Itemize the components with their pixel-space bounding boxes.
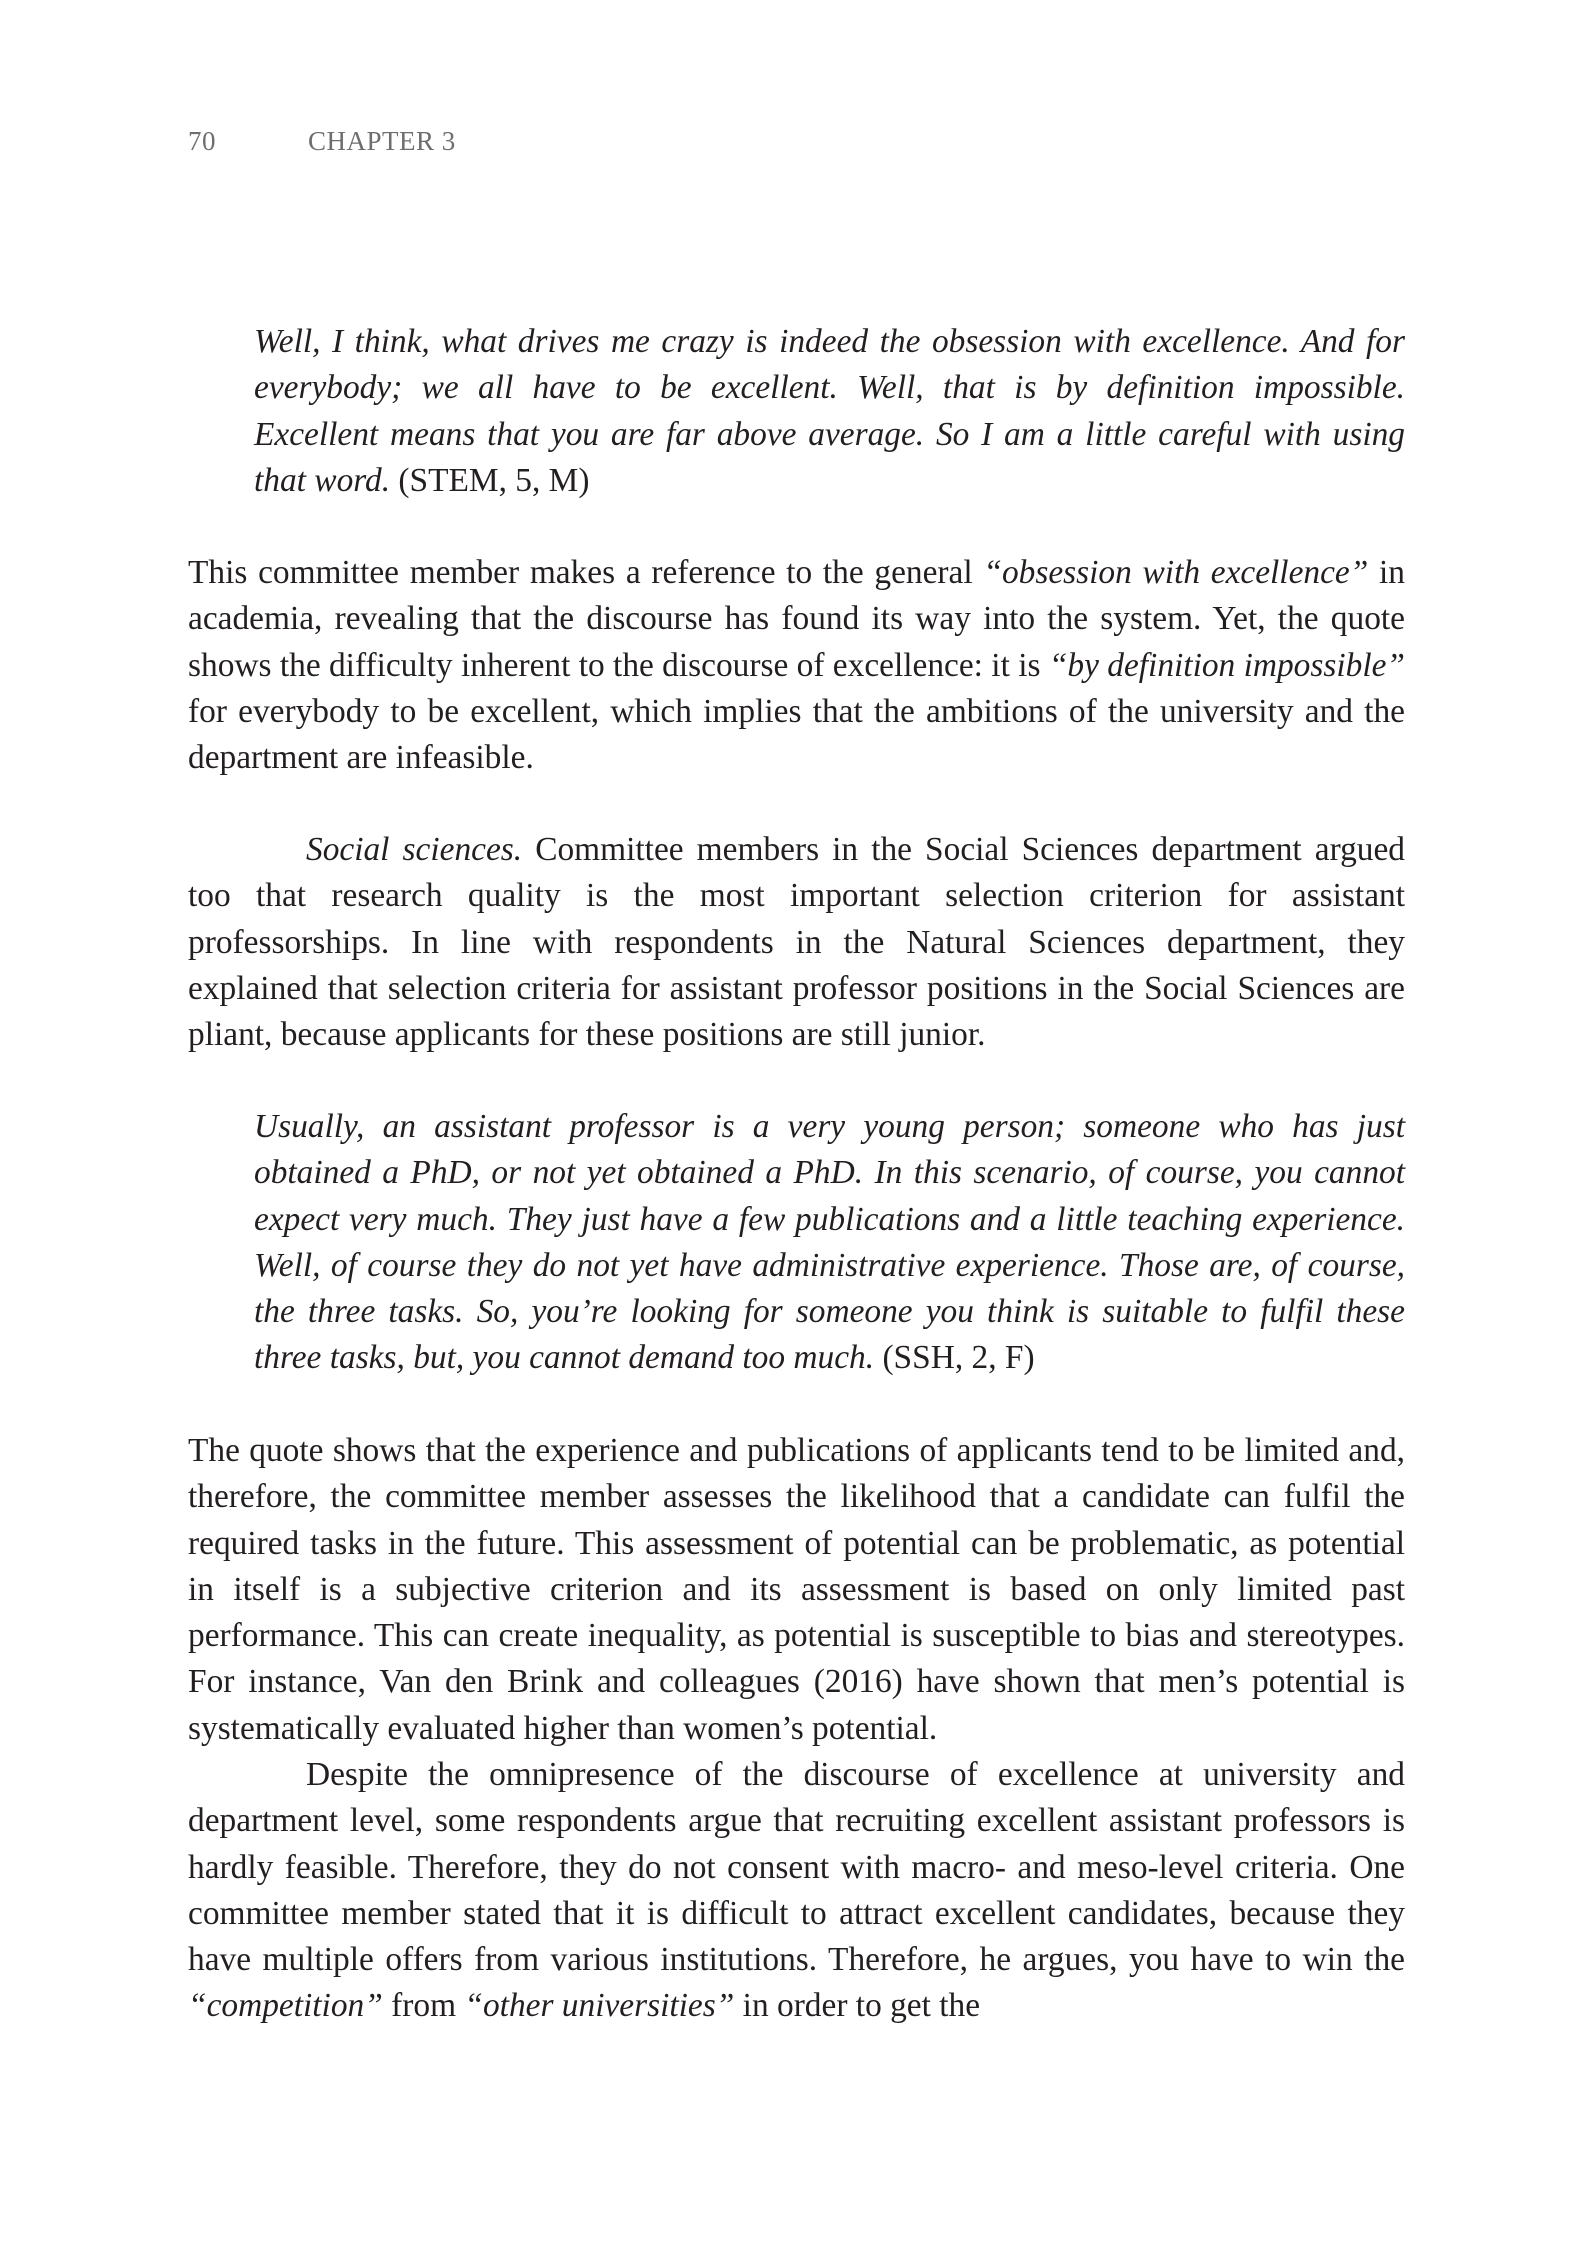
para-1-part-2: in academia, revealing that the discourse has found its way into the system. Yet, the quote shows the difficulty inherent to the discourse of excellence: it is [188, 554, 1405, 684]
chapter-label: CHAPTER 3 [308, 126, 456, 156]
block-quote-1 [254, 319, 1405, 504]
para-2-text: Committee members in the Social Sciences department argued too that research quality is the most important selection criterion for assistant professorships. In line with respondents in the Natural Sciences department, they explained that selection criteria for assistant professor positions in the Social Sciences are pliant, because applicants for these positions are still junior. [188, 831, 1405, 1054]
para-4-part-1: Despite the omnipresence of the discourse of excellence at university and department level, some respondents argue that recruiting excellent assistant professors is hardly feasible. Therefore, they do not consent with macro- and meso-level criteria. One committee member stated that it is difficult to attract excellent candidates, because they have multiple offers from various institutions. Therefore, he argues, you have to win the [188, 1756, 1405, 1979]
paragraph-1 [188, 550, 1405, 781]
para-4-part-2: from [382, 1987, 465, 2025]
section-heading-social-sciences: Social sciences. [306, 831, 523, 868]
para-4-part-3: in order to get the [734, 1987, 981, 2025]
para-4-quote-1: “competition” [188, 1987, 383, 2025]
paragraph-3 [188, 1428, 1405, 1752]
para-1-quote-2: “by definition impossible” [1048, 646, 1406, 684]
para-1-part-3: for everybody to be excellent, which implies that the ambitions of the university and the department are infeasible. [188, 692, 1405, 777]
quote-1-citation: (STEM, 5, M) [390, 461, 590, 499]
page-number: 70 [188, 126, 216, 156]
running-head [188, 126, 456, 157]
quote-2-citation: (SSH, 2, F) [874, 1339, 1035, 1377]
paragraph-4 [188, 1752, 1405, 2030]
para-1-quote-1: “obsession with excellence” [983, 554, 1369, 591]
quote-1-text: Well, I think, what drives me crazy is indeed the obsession with excellence. And for everybody; we all have to be excellent. Well, that is by definition impossible. Excellent means that you are far above average. So I am a little careful with using that word. [254, 323, 1405, 499]
para-1-part-1: This committee member makes a reference to the general [188, 554, 984, 591]
para-4-quote-2: “other universities” [464, 1987, 735, 2025]
paragraph-2 [188, 827, 1405, 1058]
block-quote-2 [254, 1104, 1405, 1382]
quote-2-text: Usually, an assistant professor is a very young person; someone who has just obtained a PhD, or not yet obtained a PhD. In this scenario, of course, you cannot expect very much. They just have a few publications and a little teaching experience. Well, of course they do not yet have administrative experience. Those are, of course, the three tasks. So, you’re looking for someone you think is suitable to fulfil these three tasks, but, you cannot demand too much. [254, 1108, 1405, 1377]
para-3-text: The quote shows that the experience and publications of applicants tend to be limited and, therefore, the committee member assesses the likelihood that a candidate can fulfil the required tasks in the future. This assessment of potential can be problematic, as potential in itself is a subjective criterion and its assessment is based on only limited past performance. This can create inequality, as potential is susceptible to bias and stereotypes. For instance, Van den Brink and colleagues (2016) have shown that men’s potential is systematically evaluated higher than women’s potential. [188, 1432, 1405, 1747]
